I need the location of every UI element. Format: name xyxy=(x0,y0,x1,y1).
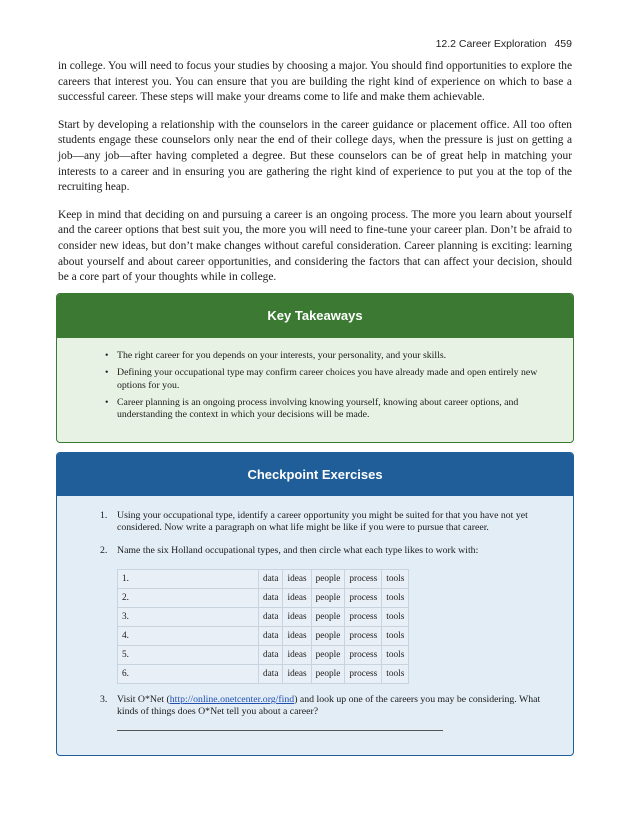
exercise-text-after: ) and look up one of the careers you may be considering. What kinds of things does O*Net tell you about a career? xyxy=(117,693,541,718)
paragraph: in college. You will need to focus your studies by choosing a major. You should find opportunities to explore the careers that interest you. You can ensure that you are building the right kind of experience on which to base a successful career. These steps will make your dreams come to life and make them achievable. xyxy=(58,60,572,104)
option-ideas[interactable]: ideas xyxy=(283,664,311,683)
option-data[interactable]: data xyxy=(259,664,283,683)
option-people[interactable]: people xyxy=(311,588,345,607)
table-row xyxy=(118,607,409,626)
table-row xyxy=(118,664,409,683)
option-people[interactable]: people xyxy=(311,607,345,626)
type-label: 6. xyxy=(118,664,259,683)
key-takeaways-box xyxy=(56,293,574,443)
exercise-list xyxy=(57,510,573,731)
table-row xyxy=(118,645,409,664)
page-number: 459 xyxy=(554,38,572,50)
option-process[interactable]: process xyxy=(345,664,382,683)
exercise-text: Name the six Holland occupational types, and then circle what each type likes to work with: xyxy=(117,544,479,556)
option-tools[interactable]: tools xyxy=(382,607,409,626)
option-ideas[interactable]: ideas xyxy=(283,626,311,645)
option-ideas[interactable]: ideas xyxy=(283,607,311,626)
table-row xyxy=(118,569,409,588)
list-item: • The right career for you depends on your interests, your personality, and your skills. xyxy=(117,350,551,362)
exercise-number: 2. xyxy=(100,544,108,556)
option-data[interactable]: data xyxy=(259,645,283,664)
body-text xyxy=(58,59,572,298)
type-label: 1. xyxy=(118,569,259,588)
type-label: 4. xyxy=(118,626,259,645)
exercise-item xyxy=(100,544,551,684)
list-item: • Defining your occupational type may confirm career choices you have already made and open entirely new options for you. xyxy=(117,367,551,392)
option-process[interactable]: process xyxy=(345,645,382,664)
option-people[interactable]: people xyxy=(311,664,345,683)
type-label: 5. xyxy=(118,645,259,664)
type-label: 3. xyxy=(118,607,259,626)
paragraph: Keep in mind that deciding on and pursuing a career is an ongoing process. The more you learn about yourself and the career options that best suit you, the more you will need to fine-tune your career plan. Don’t be afraid to consider new ideas, but don’t make changes without careful consideration. Career planning is exciting: learning about yourself and about career opportunities, and considering the factors that can affect your decision, should be a core part of your thoughts while in college. xyxy=(58,208,572,284)
exercise-text: Using your occupational type, identify a career opportunity you might be suited for that you have not yet considered. Now write a paragraph on what life might be like if you were to pursue that career. xyxy=(117,510,528,534)
holland-types-table xyxy=(117,569,409,684)
checkpoint-title: Checkpoint Exercises xyxy=(57,453,573,496)
key-takeaways-title: Key Takeaways xyxy=(57,294,573,338)
exercise-number: 3. xyxy=(100,693,108,705)
option-tools[interactable]: tools xyxy=(382,664,409,683)
option-data[interactable]: data xyxy=(259,626,283,645)
option-data[interactable]: data xyxy=(259,569,283,588)
checkpoint-exercises-box xyxy=(56,452,574,756)
option-tools[interactable]: tools xyxy=(382,588,409,607)
option-tools[interactable]: tools xyxy=(382,645,409,664)
option-process[interactable]: process xyxy=(345,588,382,607)
paragraph: Start by developing a relationship with the counselors in the career guidance or placement office. All too often students engage these counselors only near the end of their college days, when the pressure is just on getting a job—any job—after having completed a degree. But these counselors can be of great help in matching your interests to a career and in ensuring you are gathering the right kind of experience to put you at the top of the recruiting heap. xyxy=(58,118,572,194)
option-data[interactable]: data xyxy=(259,607,283,626)
type-label: 2. xyxy=(118,588,259,607)
option-process[interactable]: process xyxy=(345,626,382,645)
option-data[interactable]: data xyxy=(259,588,283,607)
option-tools[interactable]: tools xyxy=(382,626,409,645)
table-row xyxy=(118,626,409,645)
option-people[interactable]: people xyxy=(311,569,345,588)
exercise-item xyxy=(100,510,551,535)
section-title: 12.2 Career Exploration xyxy=(435,38,547,50)
exercise-number: 1. xyxy=(100,510,108,521)
option-people[interactable]: people xyxy=(311,645,345,664)
option-ideas[interactable]: ideas xyxy=(283,569,311,588)
option-process[interactable]: process xyxy=(345,607,382,626)
option-process[interactable]: process xyxy=(345,569,382,588)
answer-line[interactable] xyxy=(117,718,443,731)
option-ideas[interactable]: ideas xyxy=(283,588,311,607)
onet-link[interactable]: http://online.onetcenter.org/find xyxy=(169,693,295,705)
list-item: • Career planning is an ongoing process involving knowing yourself, knowing about career options, and understanding the context in which your decisions will be made. xyxy=(117,397,551,422)
option-ideas[interactable]: ideas xyxy=(283,645,311,664)
table-row xyxy=(118,588,409,607)
exercise-text-before: Visit O*Net ( xyxy=(117,693,170,705)
option-people[interactable]: people xyxy=(311,626,345,645)
exercise-item xyxy=(100,693,551,732)
option-tools[interactable]: tools xyxy=(382,569,409,588)
running-header xyxy=(436,38,572,50)
takeaways-list xyxy=(57,350,573,421)
